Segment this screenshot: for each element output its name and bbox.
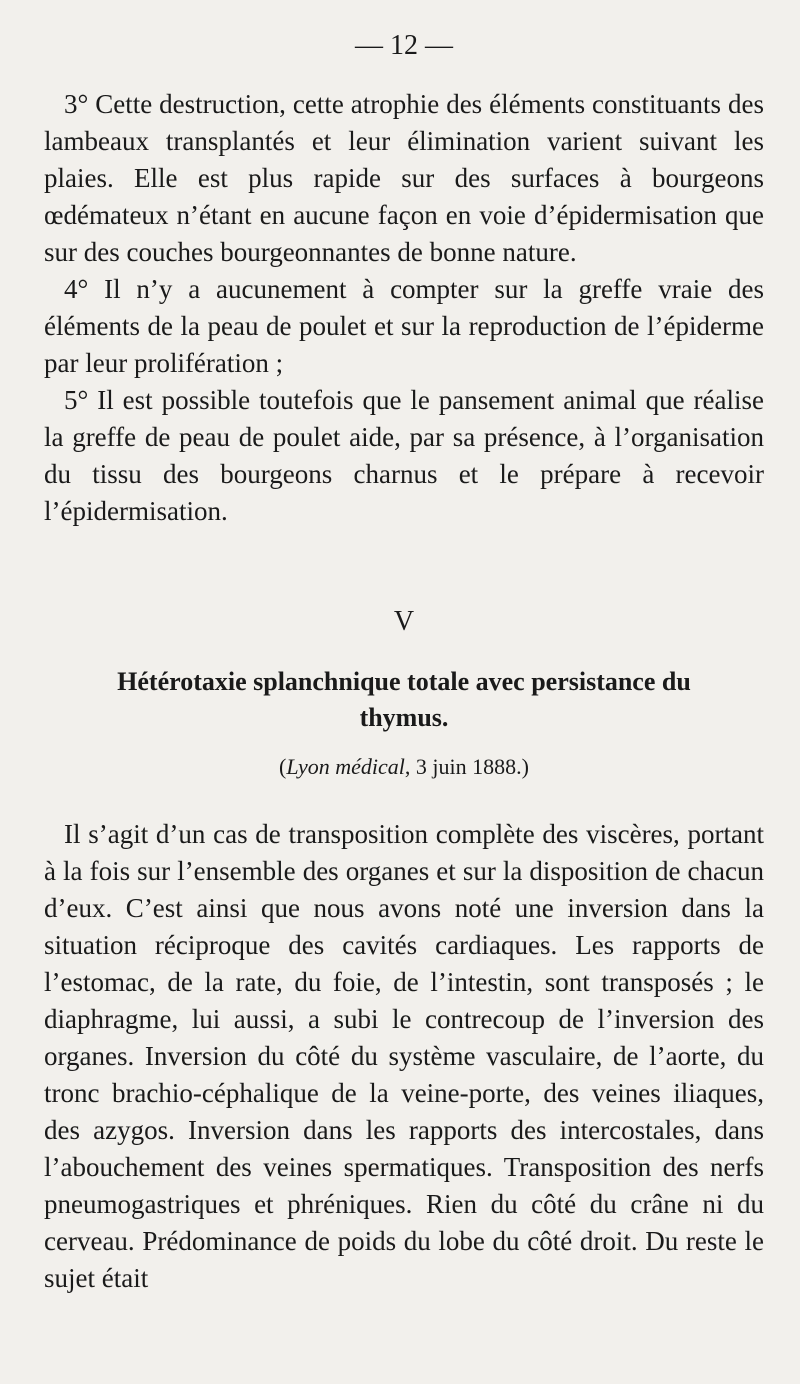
section-citation	[44, 752, 764, 782]
citation-journal: Lyon médical	[286, 754, 405, 779]
section-title: Hétérotaxie splanchnique totale avec persistance du thymus.	[117, 667, 691, 732]
page-number: — 12 —	[355, 30, 453, 61]
paragraph-point-4: 4° Il n’y a aucunement à compter sur la greffe vraie des éléments de la peau de poulet et sur la reproduction de l’épiderme par leur prolifération ;	[44, 274, 764, 378]
citation-rest: , 3 juin 1888.)	[404, 754, 529, 779]
paragraph-point-3: 3° Cette destruction, cette atrophie des éléments constituants des lambeaux transplantés et leur élimination varient suivant les plaies. Elle est plus rapide sur des surfaces à bourgeons œdémateux n’étant en aucune façon en voie d’épidermisation que sur des couches bourgeonnantes de bonne nature.	[44, 89, 764, 267]
section-numeral: V	[393, 606, 415, 637]
paragraph-point-5: 5° Il est possible toutefois que le pansement animal que réalise la greffe de peau de poulet aide, par sa présence, à l’organisation du tissu des bourgeons charnus et le prépare à recevoir l’épidermisation.	[44, 385, 764, 526]
section-body: Il s’agit d’un cas de transposition complète des viscères, portant à la fois sur l’ensemble des organes et sur la disposition de chacun d’eux. C’est ainsi que nous avons noté une inversion dans la situation réciproque des cavités cardiaques. Les rapports de l’estomac, de la rate, du foie, de l’intestin, sont transposés ; le diaphragme, lui aussi, a subi le contrecoup de l’inversion des organes. Inversion du côté du système vasculaire, de l’aorte, du tronc brachio-céphalique de la veine-porte, des veines iliaques, des azygos. Inversion dans les rapports des intercostales, dans l’abouchement des veines spermatiques. Transposition des nerfs pneumogastriques et phréniques. Rien du côté du crâne ni du cerveau. Prédominance de poids du lobe du côté droit. Du reste le sujet était	[44, 819, 764, 1293]
citation-open: (	[279, 754, 287, 779]
